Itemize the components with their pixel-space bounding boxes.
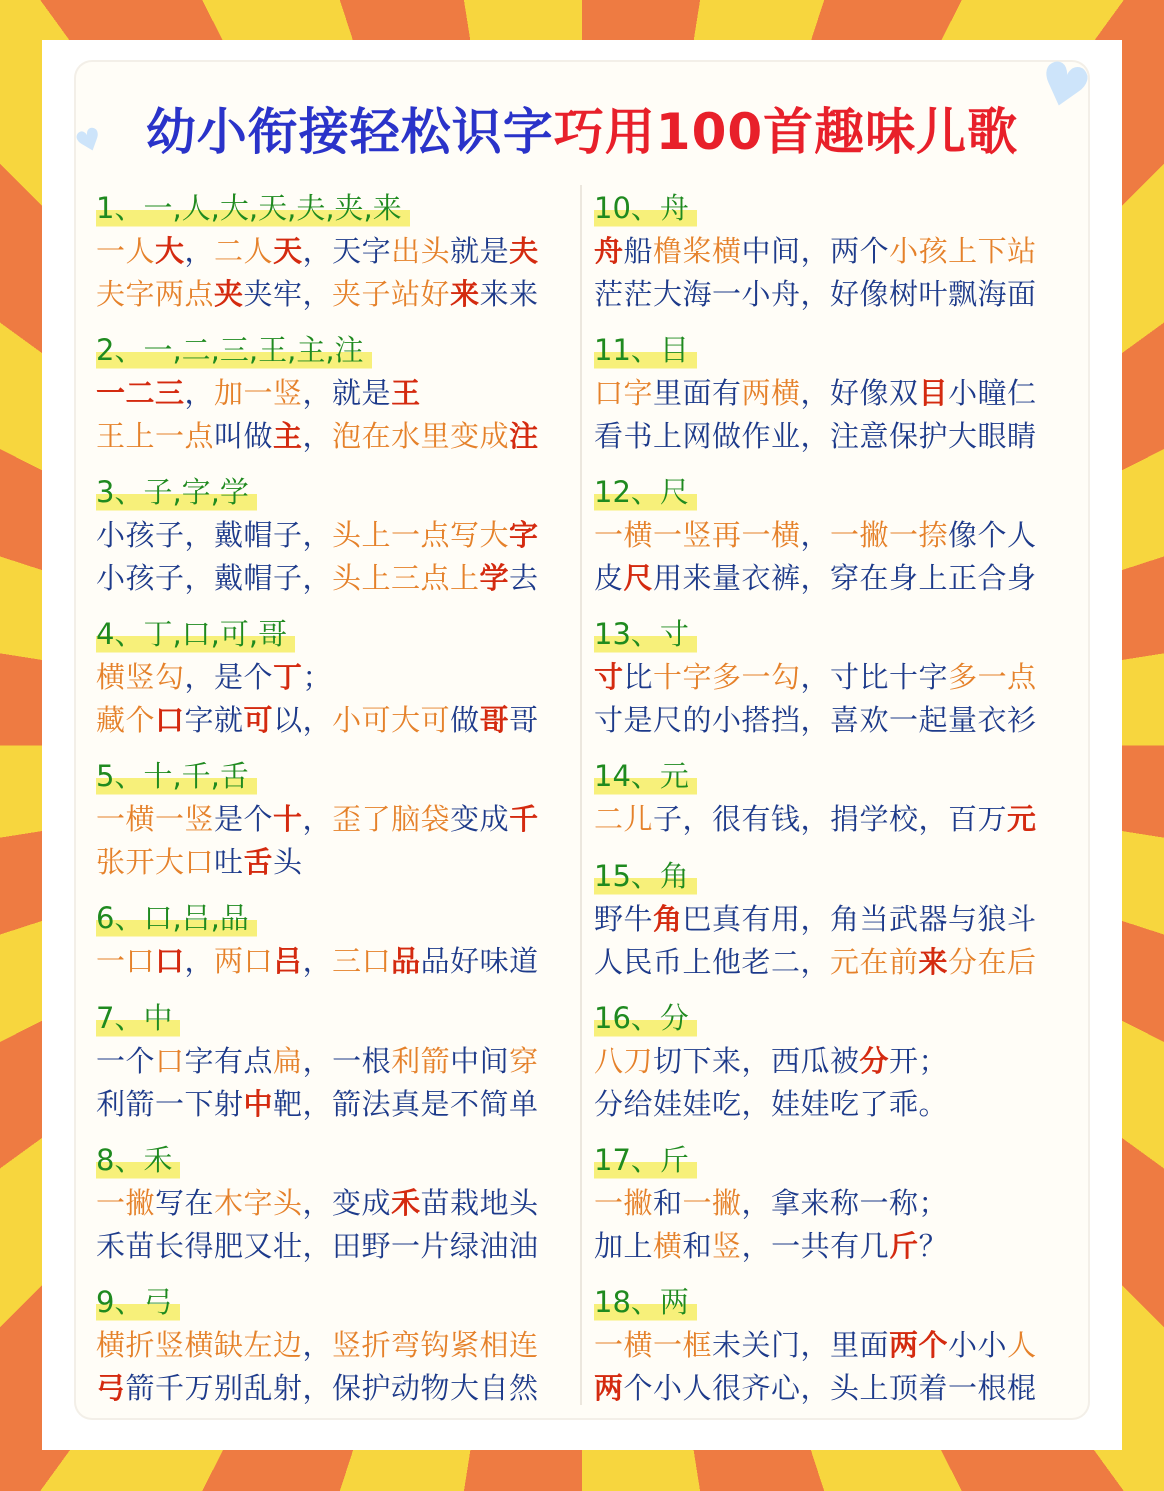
rhyme-section (594, 328, 1074, 458)
rhyme-text-segment: ，寸比十字 (800, 660, 949, 694)
rhyme-text-segment: 一撇一捺 (830, 518, 949, 552)
rhyme-text-segment: 藏个 (96, 703, 156, 737)
rhyme-line (96, 557, 576, 600)
rhyme-text-segment: 箭千万别乱射，保护动物大自然 (125, 1371, 539, 1405)
rhyme-text-segment: 夹子站好 (332, 277, 451, 311)
rhyme-text-segment: 目 (918, 376, 949, 410)
rhyme-text-segment: 扁 (273, 1044, 303, 1078)
rhyme-text-segment: 里面有 (653, 376, 742, 410)
rhyme-line (96, 372, 576, 415)
rhyme-heading-text: 15、角 (594, 854, 697, 898)
rhyme-text-segment: 竖 (712, 1229, 742, 1263)
rhyme-heading (96, 1138, 576, 1182)
page-title (0, 92, 1164, 164)
rhyme-heading (96, 754, 576, 798)
rhyme-text-segment: 口字 (594, 376, 654, 410)
rhyme-line (594, 557, 1074, 600)
rhyme-text-segment: 一二三 (96, 376, 185, 410)
rhyme-heading-text: 8、禾 (96, 1138, 180, 1182)
rhyme-line (96, 841, 576, 884)
rhyme-text-segment: 斤 (889, 1229, 919, 1263)
rhyme-line (594, 1225, 1074, 1268)
rhyme-text-segment: 品 (391, 944, 421, 978)
rhyme-heading (96, 470, 576, 514)
rhyme-text-segment: 竖折弯钩紧相连 (332, 1328, 539, 1362)
rhyme-heading-text: 16、分 (594, 996, 697, 1040)
rhyme-text-segment: 舟 (594, 234, 624, 268)
rhyme-section (96, 612, 576, 742)
rhyme-text-segment: 两 (594, 1371, 624, 1405)
rhyme-text-segment: 口 (155, 703, 185, 737)
rhyme-line (96, 514, 576, 557)
rhyme-section (96, 1138, 576, 1268)
rhyme-heading-text: 12、尺 (594, 470, 697, 514)
rhyme-text-segment: ，天字 (302, 234, 392, 268)
rhyme-text-segment: 利箭一下射 (96, 1087, 244, 1121)
rhyme-text-segment: 寸是尺的小搭挡，喜欢一起量衣衫 (594, 703, 1037, 737)
rhyme-text-segment: 分给娃娃吃，娃娃吃了乖。 (594, 1087, 949, 1121)
rhyme-text-segment: 吐 (214, 845, 244, 879)
rhyme-text-segment: 小可大可 (332, 703, 451, 737)
rhyme-text-segment: 两口 (214, 944, 274, 978)
rhyme-heading (594, 754, 1074, 798)
rhyme-text-segment: 人民币上他老二， (594, 945, 831, 979)
rhyme-section (96, 996, 576, 1126)
rhyme-line (594, 1182, 1074, 1225)
rhyme-text-segment: 叫做 (214, 419, 274, 453)
rhyme-line (594, 656, 1074, 699)
rhyme-heading-text: 1、一,人,大,天,夫,夹,来 (96, 186, 410, 230)
rhyme-text-segment: 主 (273, 419, 303, 453)
rhyme-text-segment: 小孩子，戴帽子， (96, 561, 333, 595)
rhyme-text-segment: 利箭 (391, 1044, 451, 1078)
rhyme-text-segment: 小瞳仁 (948, 376, 1037, 410)
rhyme-text-segment: 中 (243, 1087, 274, 1121)
rhyme-line (594, 1040, 1074, 1083)
rhyme-text-segment: 皮 (594, 561, 624, 595)
rhyme-text-segment: 切下来，西瓜被 (653, 1044, 860, 1078)
rhyme-text-segment: 多一点 (948, 660, 1037, 694)
rhyme-heading (96, 996, 576, 1040)
rhyme-heading-text: 13、寸 (594, 612, 697, 656)
rhyme-heading-text: 5、十,千,舌 (96, 754, 257, 798)
rhyme-text-segment: 夫字两点 (96, 277, 215, 311)
rhyme-text-segment: 像个人 (948, 518, 1037, 552)
rhyme-text-segment: 一撇 (96, 1186, 156, 1220)
rhyme-text-segment: ，好像双 (800, 376, 919, 410)
rhyme-text-segment: ， (302, 419, 333, 453)
rhyme-text-segment: 一口 (96, 944, 156, 978)
rhyme-section (594, 854, 1074, 984)
rhyme-line (96, 1182, 576, 1225)
rhyme-text-segment: 以， (273, 703, 333, 737)
rhyme-text-segment: 三口 (332, 944, 392, 978)
rhyme-text-segment: 尺 (623, 561, 654, 595)
rhyme-text-segment: ，是个 (184, 660, 274, 694)
rhyme-text-segment: 哥 (479, 703, 510, 737)
rhyme-text-segment: 来来 (479, 277, 539, 311)
rhyme-section (96, 896, 576, 983)
rhyme-line (96, 1324, 576, 1367)
rhyme-heading-text: 18、两 (594, 1280, 697, 1324)
rhyme-text-segment: ， (302, 802, 333, 836)
rhyme-text-segment: 口 (155, 944, 185, 978)
rhyme-section (96, 186, 576, 316)
rhyme-text-segment: 寸 (594, 660, 624, 694)
rhyme-line (594, 1083, 1074, 1126)
rhyme-text-segment: 用来量衣裤，穿在身上正合身 (653, 561, 1037, 595)
rhyme-text-segment: 张开大口 (96, 845, 215, 879)
rhyme-text-segment: 加一竖 (214, 376, 303, 410)
rhyme-text-segment: 弓 (96, 1371, 126, 1405)
rhyme-line (594, 230, 1074, 273)
rhyme-text-segment: 吕 (273, 944, 303, 978)
rhyme-text-segment: ， (800, 518, 831, 552)
rhyme-text-segment: ， (184, 376, 215, 410)
title-part-1: 幼小衔接轻松识字 (145, 103, 554, 161)
rhyme-text-segment: 禾 (391, 1186, 421, 1220)
rhyme-heading (96, 896, 576, 940)
rhyme-text-segment: 小小 (948, 1328, 1008, 1362)
rhyme-line (96, 1083, 576, 1126)
rhyme-text-segment: 丁 (273, 660, 303, 694)
rhyme-line (594, 898, 1074, 941)
rhyme-text-segment: 头上三点上 (332, 561, 480, 595)
rhyme-text-segment: 两个 (889, 1328, 949, 1362)
rhyme-text-segment: 角 (653, 902, 683, 936)
rhyme-section (96, 470, 576, 600)
rhyme-heading-text: 7、中 (96, 996, 180, 1040)
rhyme-section (594, 754, 1074, 841)
rhyme-text-segment: ？ (918, 1229, 949, 1263)
rhyme-text-segment: 夹 (214, 277, 244, 311)
rhyme-line (96, 1040, 576, 1083)
rhyme-text-segment: 字有点 (184, 1044, 274, 1078)
rhyme-text-segment: 十 (273, 802, 303, 836)
heart-icon-right: ♥ (1030, 46, 1098, 126)
rhyme-text-segment: 歪了脑袋 (332, 802, 451, 836)
rhyme-text-segment: ， (302, 1328, 333, 1362)
rhyme-text-segment: 头 (273, 845, 303, 879)
rhyme-section (96, 1280, 576, 1410)
rhyme-text-segment: 口 (155, 1044, 185, 1078)
rhyme-text-segment: 开； (889, 1044, 949, 1078)
rhyme-line (594, 415, 1074, 458)
rhyme-text-segment: 去 (509, 561, 539, 595)
rhyme-heading (594, 186, 1074, 230)
rhyme-text-segment: 一横一竖 (96, 802, 215, 836)
rhyme-text-segment: 横 (653, 1229, 683, 1263)
rhyme-text-segment: 变成 (450, 802, 510, 836)
rhyme-heading-text: 4、丁,口,可,哥 (96, 612, 295, 656)
rhyme-text-segment: 注 (509, 419, 539, 453)
rhyme-text-segment: 橹桨横 (653, 234, 742, 268)
rhyme-text-segment: 元 (1007, 802, 1037, 836)
rhyme-line (96, 699, 576, 742)
rhyme-text-segment: 千 (509, 802, 539, 836)
rhyme-text-segment: 二人 (214, 234, 274, 268)
rhyme-text-segment: 来 (918, 945, 949, 979)
rhyme-section (594, 1280, 1074, 1410)
rhyme-line (594, 941, 1074, 984)
rhyme-line (594, 1367, 1074, 1410)
rhyme-heading (96, 612, 576, 656)
rhyme-heading (594, 612, 1074, 656)
rhyme-section (96, 754, 576, 884)
rhyme-heading-text: 10、舟 (594, 186, 697, 230)
rhyme-section (96, 328, 576, 458)
rhyme-text-segment: 木字头 (214, 1186, 303, 1220)
rhyme-text-segment: 个小人很齐心，头上顶着一根棍 (623, 1371, 1037, 1405)
rhyme-line (594, 514, 1074, 557)
rhyme-text-segment: ，一根 (302, 1044, 392, 1078)
rhyme-line (96, 940, 576, 983)
rhyme-text-segment: 未关门，里面 (712, 1328, 890, 1362)
rhyme-text-segment: 做 (450, 703, 480, 737)
rhyme-text-segment: ，就是 (302, 376, 392, 410)
rhyme-line (96, 798, 576, 841)
rhyme-text-segment: 一个 (96, 1044, 156, 1078)
rhyme-text-segment: ， (302, 944, 333, 978)
rhyme-text-segment: 两横 (741, 376, 801, 410)
rhyme-text-segment: 小孩上下站 (889, 234, 1037, 268)
rhyme-text-segment: 中间 (741, 234, 801, 268)
rhyme-text-segment: 元在前 (830, 945, 919, 979)
rhyme-text-segment: 一横一框 (594, 1328, 713, 1362)
rhyme-text-segment: 舌 (243, 845, 274, 879)
rhyme-line (594, 798, 1074, 841)
rhyme-line (96, 415, 576, 458)
rhyme-line (96, 1367, 576, 1410)
rhyme-heading (594, 854, 1074, 898)
rhyme-heading-text: 2、一,二,三,王,主,注 (96, 328, 372, 372)
rhyme-section (594, 186, 1074, 316)
rhyme-text-segment: 中间 (450, 1044, 510, 1078)
rhyme-text-segment: 加上 (594, 1229, 654, 1263)
rhyme-text-segment: 分 (859, 1044, 890, 1078)
rhyme-heading (96, 1280, 576, 1324)
rhyme-text-segment: 可 (243, 703, 274, 737)
rhyme-text-segment: 学 (479, 561, 510, 595)
rhyme-text-segment: 品好味道 (420, 944, 539, 978)
rhyme-section (594, 470, 1074, 600)
rhyme-text-segment: ，变成 (302, 1186, 392, 1220)
rhyme-text-segment: 夫 (509, 234, 539, 268)
rhyme-text-segment: 王上一点 (96, 419, 215, 453)
rhyme-text-segment: ， (184, 944, 215, 978)
rhyme-line (96, 273, 576, 316)
rhyme-heading (594, 1138, 1074, 1182)
rhyme-heading (594, 328, 1074, 372)
rhyme-line (594, 372, 1074, 415)
rhyme-text-segment: 人 (1007, 1328, 1037, 1362)
rhyme-text-segment: 二儿 (594, 802, 654, 836)
rhyme-text-segment: 野牛 (594, 902, 654, 936)
rhyme-text-segment: 天 (273, 234, 303, 268)
rhyme-text-segment: 苗栽地头 (420, 1186, 539, 1220)
rhyme-line (96, 656, 576, 699)
rhyme-heading (594, 996, 1074, 1040)
rhyme-line (594, 273, 1074, 316)
rhyme-heading (594, 470, 1074, 514)
rhyme-heading (594, 1280, 1074, 1324)
rhyme-text-segment: 横竖勾 (96, 660, 185, 694)
rhyme-text-segment: ，拿来称一称； (741, 1186, 949, 1220)
rhyme-heading-text: 17、斤 (594, 1138, 697, 1182)
rhyme-heading-text: 9、弓 (96, 1280, 180, 1324)
rhyme-text-segment: 靶，箭法真是不简单 (273, 1087, 539, 1121)
column-divider (580, 185, 582, 1405)
rhyme-text-segment: 穿 (509, 1044, 539, 1078)
rhyme-text-segment: 和 (653, 1186, 683, 1220)
rhyme-heading-text: 3、子,字,学 (96, 470, 257, 514)
rhyme-heading (96, 328, 576, 372)
rhyme-heading (96, 186, 576, 230)
rhyme-text-segment: 比 (623, 660, 654, 694)
rhyme-text-segment: 出头 (391, 234, 451, 268)
rhyme-text-segment: ， (184, 234, 215, 268)
rhyme-heading-text: 6、口,吕,品 (96, 896, 257, 940)
rhyme-text-segment: 看书上网做作业，注意保护大眼睛 (594, 419, 1037, 453)
rhyme-line (594, 699, 1074, 742)
rhyme-text-segment: 和 (682, 1229, 713, 1263)
rhyme-text-segment: 横折竖横缺左边 (96, 1328, 303, 1362)
rhyme-text-segment: 王 (391, 376, 421, 410)
rhyme-section (594, 1138, 1074, 1268)
rhyme-text-segment: 一横一竖再一横 (594, 518, 801, 552)
rhyme-text-segment: 字 (509, 518, 539, 552)
rhyme-section (594, 612, 1074, 742)
rhyme-line (96, 230, 576, 273)
rhyme-text-segment: 巴真有用，角当武器与狼斗 (682, 902, 1037, 936)
title-part-2: 巧用100首趣味儿歌 (553, 103, 1019, 161)
rhyme-section (594, 996, 1074, 1126)
rhyme-text-segment: 一撇 (594, 1186, 654, 1220)
rhyme-text-segment: 十字多一勾 (653, 660, 801, 694)
rhyme-text-segment: 茫茫大海一小舟，好像树叶飘海面 (594, 277, 1037, 311)
rhyme-text-segment: 哥 (509, 703, 539, 737)
rhyme-text-segment: 大 (155, 234, 185, 268)
rhyme-text-segment: 字就 (184, 703, 244, 737)
rhyme-text-segment: 分在后 (948, 945, 1037, 979)
rhyme-text-segment: 小孩子，戴帽子， (96, 518, 333, 552)
rhyme-heading-text: 14、元 (594, 754, 697, 798)
rhyme-text-segment: 就是 (450, 234, 510, 268)
rhyme-text-segment: 船 (623, 234, 654, 268)
rhyme-line (96, 1225, 576, 1268)
rhyme-text-segment: ； (302, 660, 333, 694)
rhyme-text-segment: 一撇 (682, 1186, 742, 1220)
rhyme-line (594, 1324, 1074, 1367)
rhyme-text-segment: 一人 (96, 234, 156, 268)
rhyme-text-segment: 八刀 (594, 1044, 654, 1078)
rhyme-text-segment: 来 (450, 277, 480, 311)
rhyme-text-segment: 子，很有钱，捐学校，百万 (653, 802, 1008, 836)
rhyme-text-segment: 写在 (155, 1186, 215, 1220)
rhyme-text-segment: 是个 (214, 802, 274, 836)
rhyme-heading-text: 11、目 (594, 328, 697, 372)
rhyme-text-segment: ，一共有几 (741, 1229, 890, 1263)
rhyme-text-segment: 夹牢， (243, 277, 333, 311)
rhyme-text-segment: 禾苗长得肥又壮，田野一片绿油油 (96, 1229, 539, 1263)
rhyme-text-segment: 泡在水里变成 (332, 419, 510, 453)
rhyme-text-segment: 头上一点写大 (332, 518, 510, 552)
heart-icon-left: ♥ (70, 120, 109, 163)
rhyme-text-segment: ，两个 (800, 234, 890, 268)
